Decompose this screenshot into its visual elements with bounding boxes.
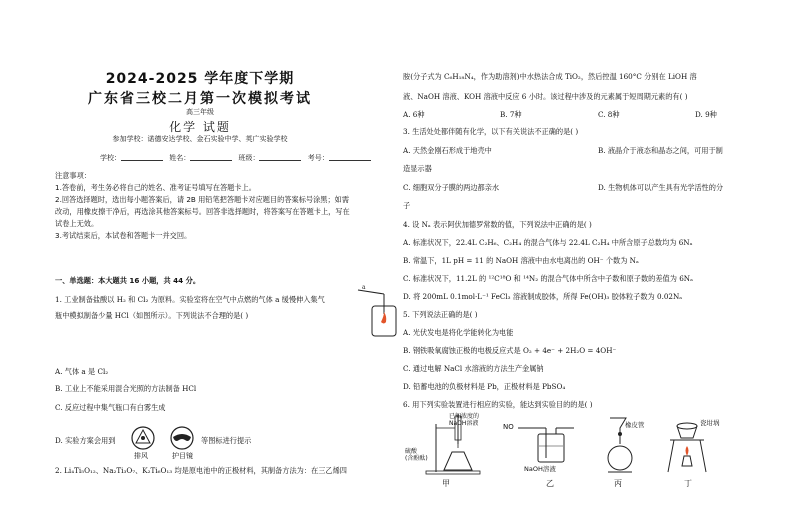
gas-bottle-diagram xyxy=(350,284,395,339)
q1-stem-line2: 瓶中模拟制备少量 HCl（如图所示）。下列说法不合理的是( ) xyxy=(55,311,249,320)
q1-option-c[interactable]: C. 反应过程中集气瓶口有白雾生成 xyxy=(55,403,166,412)
apparatus-label-yi: 乙 xyxy=(546,479,554,488)
q5-option-a[interactable]: A. 光伏发电是将化学能转化为电能 xyxy=(403,328,514,337)
q5-stem: 5. 下列说法正确的是( ) xyxy=(403,310,478,319)
q1-option-a[interactable]: A. 气体 a 是 Cl₂ xyxy=(55,367,109,376)
name-field-blank[interactable] xyxy=(190,153,232,161)
q3-option-d[interactable]: D. 生物机体可以产生具有光学活性的分 xyxy=(598,183,724,192)
q5-option-c[interactable]: C. 通过电解 NaCl 水溶液的方法生产金属钠 xyxy=(403,364,544,373)
note-item: 改动，用橡皮擦干净后，再选涂其他答案标号。回答非选择题时，将答案写在答题卡上，写在 xyxy=(55,207,350,216)
crucible-label: 瓷坩埚 xyxy=(700,419,720,427)
note-item: 1.答卷前，考生务必将自己的姓名、准考证号填写在答题卡上。 xyxy=(55,183,256,192)
class-field-blank[interactable] xyxy=(259,153,301,161)
notes-title: 注意事项： xyxy=(55,171,91,180)
school-field-label: 学校： xyxy=(100,154,121,162)
gas-washing-apparatus xyxy=(518,420,578,465)
exam-title: 广东省三校二月第一次模拟考试 xyxy=(88,91,312,107)
exam-number-field-label: 考号： xyxy=(307,154,329,162)
q1-stem-line1: 1. 工业制备盐酸以 H₂ 和 Cl₂ 为原料。实验室将在空气中点燃的气体 a 缓慢伸入集气 xyxy=(55,295,325,304)
q4-stem: 4. 设 Nₐ 表示阿伏加德罗常数的值，下列说法中正确的是( ) xyxy=(403,220,592,229)
q1-option-d-prefix[interactable]: D. 实验方案会用到 xyxy=(55,436,116,445)
q3-option-a[interactable]: A. 天然金刚石形成于地壳中 xyxy=(403,146,492,155)
q2-option-c[interactable]: C. 8种 xyxy=(598,110,620,119)
q4-option-b[interactable]: B. 常温下，1L pH = 11 的 NaOH 溶液中由水电离出的 OH⁻ 个数为 Nₐ xyxy=(403,256,639,265)
name-field-label: 姓名： xyxy=(169,154,191,162)
note-item: 3.考试结束后，本试卷和答题卡一并交回。 xyxy=(55,231,192,240)
titration-reagent-label-2: NaOH溶液 xyxy=(449,420,479,427)
student-info-fields xyxy=(100,153,375,163)
grade-label: 高三年级 xyxy=(186,108,214,116)
q4-option-c[interactable]: C. 标准状况下，11.2L 的 ¹²C¹⁸O 和 ¹⁴N₂ 的混合气体中所含中子数和原子数的差值为 6Nₐ xyxy=(403,274,693,283)
titration-flask-label-2: (含酚酞) xyxy=(405,455,428,462)
q1-option-d-suffix[interactable]: 等图标进行提示 xyxy=(201,436,252,445)
participating-schools: 参加学校：诺德安达学校、金石实验中学、英广实验学校 xyxy=(112,135,288,143)
q2-option-b[interactable]: B. 7种 xyxy=(500,110,522,119)
apparatus-label-ding: 丁 xyxy=(684,479,692,488)
q4-option-a[interactable]: A. 标准状况下，22.4L C₂H₆、C₂H₄ 的混合气体与 22.4L C₂H₄ 中所含原子总数均为 6Nₐ xyxy=(403,238,693,247)
exam-number-field-blank[interactable] xyxy=(329,153,371,161)
q5-option-b[interactable]: B. 钢铁吸氧腐蚀正极的电极反应式是 O₂ + 4e⁻ + 2H₂O = 4OH⁻ xyxy=(403,346,617,355)
q4-option-d[interactable]: D. 将 200mL 0.1mol·L⁻¹ FeCl₃ 溶液制成胶体，所得 Fe(OH)₃ 胶体粒子数为 0.02Nₐ xyxy=(403,292,683,301)
ventilation-icon xyxy=(129,425,157,451)
q2-stem-line2: 胺(分子式为 C₆H₁₈N₄，作为助溶剂)中水热法合成 TiO₂，然后控温 160°C 分别在 LiOH 溶 xyxy=(403,72,697,81)
q6-stem: 6. 用下列实验装置进行相应的实验，能达到实验目的的是( ) xyxy=(403,400,593,409)
apparatus-label-bing: 丙 xyxy=(614,479,622,488)
section-heading: 一、单选题：本大题共 16 小题，共 44 分。 xyxy=(55,276,201,285)
svg-text:a: a xyxy=(362,284,366,291)
school-field-blank[interactable] xyxy=(121,153,163,161)
q2-option-a[interactable]: A. 6种 xyxy=(403,110,425,119)
q2-stem-line3: 液、NaOH 溶液、KOH 溶液中反应 6 小时。该过程中涉及的元素属于短周期元素的有( ) xyxy=(403,92,688,101)
q2-stem-line1: 2. Li₄Ti₅O₁₂、Na₂Ti₃O₇、K₂Ti₆O₁₃ 均是原电池中的正极材料，其制备方法为：在三乙烯四 xyxy=(55,466,347,475)
titration-flask-label-1: 硫酸 xyxy=(405,448,418,455)
q3-option-b[interactable]: B. 液晶介于液态和晶态之间，可用于制 xyxy=(598,146,723,155)
ventilation-icon-label: 排风 xyxy=(134,452,148,460)
class-field-label: 班级： xyxy=(238,154,260,162)
q3-option-c[interactable]: C. 细胞双分子膜的两边都亲水 xyxy=(403,183,500,192)
subject-title: 化学 试题 xyxy=(169,120,231,134)
washing-solution-label: NaOH溶液 xyxy=(524,465,556,473)
goggles-icon-label: 护目镜 xyxy=(172,452,193,460)
year-heading: 2024-2025 学年度下学期 xyxy=(105,71,295,87)
q5-option-d[interactable]: D. 铅蓄电池的负极材料是 Pb，正极材料是 PbSO₄ xyxy=(403,382,566,391)
note-item: 试卷上无效。 xyxy=(55,219,99,228)
q3-stem: 3. 生活处处都伴随有化学，以下有关说法不正确的是( ) xyxy=(403,127,579,136)
rubber-tube-label: 橡皮管 xyxy=(625,421,645,429)
washing-gas-label: NO xyxy=(503,423,514,431)
goggles-icon xyxy=(168,425,196,451)
q1-option-b[interactable]: B. 工业上不能采用混合光照的方法制备 HCl xyxy=(55,384,197,393)
q3-option-d-cont: 子 xyxy=(403,201,411,210)
apparatus-label-jia: 甲 xyxy=(442,479,450,488)
right-column xyxy=(400,0,794,530)
q2-option-d[interactable]: D. 9种 xyxy=(695,110,717,119)
q3-option-b-cont: 造显示器 xyxy=(403,164,432,173)
note-item: 2.回答选择题时，选出每小题答案后，请 2B 用铅笔把答题卡对应题目的答案标号涂黑；如需 xyxy=(55,195,350,204)
titration-reagent-label-1: 已知浓度的 xyxy=(449,413,480,420)
